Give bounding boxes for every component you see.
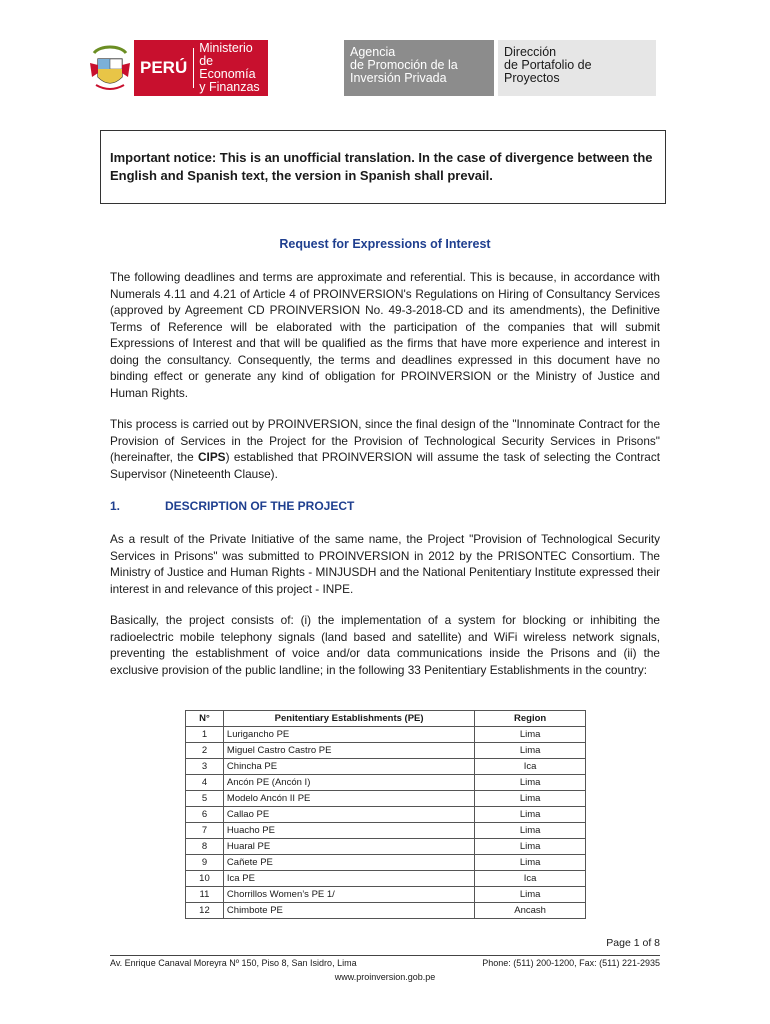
footer-phone: Phone: (511) 200-1200, Fax: (511) 221-2935	[482, 958, 660, 968]
establishment-name: Huacho PE	[223, 823, 474, 839]
table-row	[186, 743, 586, 759]
establishment-name: Callao PE	[223, 807, 474, 823]
table-row	[186, 839, 586, 855]
establishment-name: Cañete PE	[223, 855, 474, 871]
penitentiary-table	[185, 710, 586, 919]
direction-name: Dirección de Portafolio de Proyectos	[498, 40, 656, 96]
column-header-region: Region	[475, 711, 586, 727]
table-row	[186, 855, 586, 871]
row-number: 11	[186, 887, 224, 903]
region-name: Lima	[475, 823, 586, 839]
establishment-name: Chincha PE	[223, 759, 474, 775]
table-row	[186, 871, 586, 887]
table-row	[186, 823, 586, 839]
establishment-name: Modelo Ancón II PE	[223, 791, 474, 807]
table-header-row	[186, 711, 586, 727]
section-heading	[110, 499, 354, 513]
establishment-name: Miguel Castro Castro PE	[223, 743, 474, 759]
scope-paragraph: Basically, the project consists of: (i) the implementation of a system for blocking or inhibiting the radioelectric mobile telephony signals (land based and satellite) and WiFi wireless network signals, preventing the establishment of voice and/or data communications inside the Prisons and (ii) the exclusive provision of the public landline; in the following 33 Penitentiary Establishments in the country:	[110, 613, 660, 677]
ministry-name: Ministerio de Economía y Finanzas	[199, 41, 260, 94]
letterhead	[88, 40, 658, 98]
footer-address: Av. Enrique Canaval Moreyra Nº 150, Piso 8, San Isidro, Lima	[110, 958, 357, 968]
region-name: Lima	[475, 791, 586, 807]
region-name: Lima	[475, 855, 586, 871]
peru-wordmark: PERÚ	[134, 48, 194, 88]
row-number: 12	[186, 903, 224, 919]
region-name: Lima	[475, 743, 586, 759]
region-name: Ancash	[475, 903, 586, 919]
establishment-name: Lurigancho PE	[223, 727, 474, 743]
section-title: DESCRIPTION OF THE PROJECT	[165, 499, 355, 513]
column-header-number: N°	[186, 711, 224, 727]
agency-name: Agencia de Promoción de la Inversión Privada	[344, 40, 494, 96]
region-name: Lima	[475, 887, 586, 903]
table-row	[186, 887, 586, 903]
column-header-establishment: Penitentiary Establishments (PE)	[223, 711, 474, 727]
establishment-name: Huaral PE	[223, 839, 474, 855]
region-name: Lima	[475, 839, 586, 855]
region-name: Ica	[475, 759, 586, 775]
establishment-name: Chimbote PE	[223, 903, 474, 919]
table-row	[186, 791, 586, 807]
row-number: 8	[186, 839, 224, 855]
coat-of-arms-icon	[88, 43, 132, 95]
region-name: Lima	[475, 775, 586, 791]
row-number: 1	[186, 727, 224, 743]
footer-divider	[110, 955, 660, 956]
cips-term: CIPS	[198, 450, 226, 464]
row-number: 9	[186, 855, 224, 871]
table-row	[186, 807, 586, 823]
intro-paragraph: The following deadlines and terms are approximate and referential. This is because, in accordance with Numerals 4.11 and 4.21 of Article 4 of PROINVERSION's Regulations on Hiring of Consultancy Services (approved by Agreement CD PROINVERSION No. 49-3-2018-CD and its amendments), the Definitive Terms of Reference will be elaborated with the participation of the companies that will submit Expressions of Interest and that will be qualified as the firms that have more experience and interest in doing the consultancy. Consequently, the terms and deadlines expressed in this document have no binding effect or generate any kind of obligation for PROINVERSION or the Ministry of Justice and Human Rights.	[110, 270, 660, 400]
table-row	[186, 903, 586, 919]
row-number: 10	[186, 871, 224, 887]
table-row	[186, 775, 586, 791]
row-number: 3	[186, 759, 224, 775]
region-name: Lima	[475, 807, 586, 823]
peru-ministry-block	[134, 40, 268, 96]
row-number: 2	[186, 743, 224, 759]
row-number: 6	[186, 807, 224, 823]
translation-notice: Important notice: This is an unofficial translation. In the case of divergence between the English and Spanish text, the version in Spanish shall prevail.	[100, 130, 666, 204]
table-row	[186, 759, 586, 775]
establishment-name: Chorrillos Women’s PE 1/	[223, 887, 474, 903]
establishment-name: Ancón PE (Ancón I)	[223, 775, 474, 791]
row-number: 5	[186, 791, 224, 807]
row-number: 4	[186, 775, 224, 791]
page-number: Page 1 of 8	[606, 937, 660, 949]
establishment-name: Ica PE	[223, 871, 474, 887]
section-number: 1.	[110, 499, 121, 513]
footer-website: www.proinversion.gob.pe	[334, 972, 436, 982]
document-title: Request for Expressions of Interest	[279, 237, 491, 251]
row-number: 7	[186, 823, 224, 839]
process-paragraph: This process is carried out by PROINVERSION, since the final design of the "Innominate Contract for the Provision of Services in the Project for the Provision of Technological Security Services in Prisons" (hereinafter, the CIPS) established that PROINVERSION will assume the task of selecting the Contract Supervisor (Nineteenth Clause).	[110, 417, 660, 481]
region-name: Ica	[475, 871, 586, 887]
background-paragraph: As a result of the Private Initiative of the same name, the Project "Provision of Technological Security Services in Prisons" was submitted to PROINVERSION in 2012 by the PRISONTEC Consortium. The Ministry of Justice and Human Rights - MINJUSDH and the National Penitentiary Institute expressed their interest in and relevance of this project - INPE.	[110, 532, 660, 596]
region-name: Lima	[475, 727, 586, 743]
table-row	[186, 727, 586, 743]
